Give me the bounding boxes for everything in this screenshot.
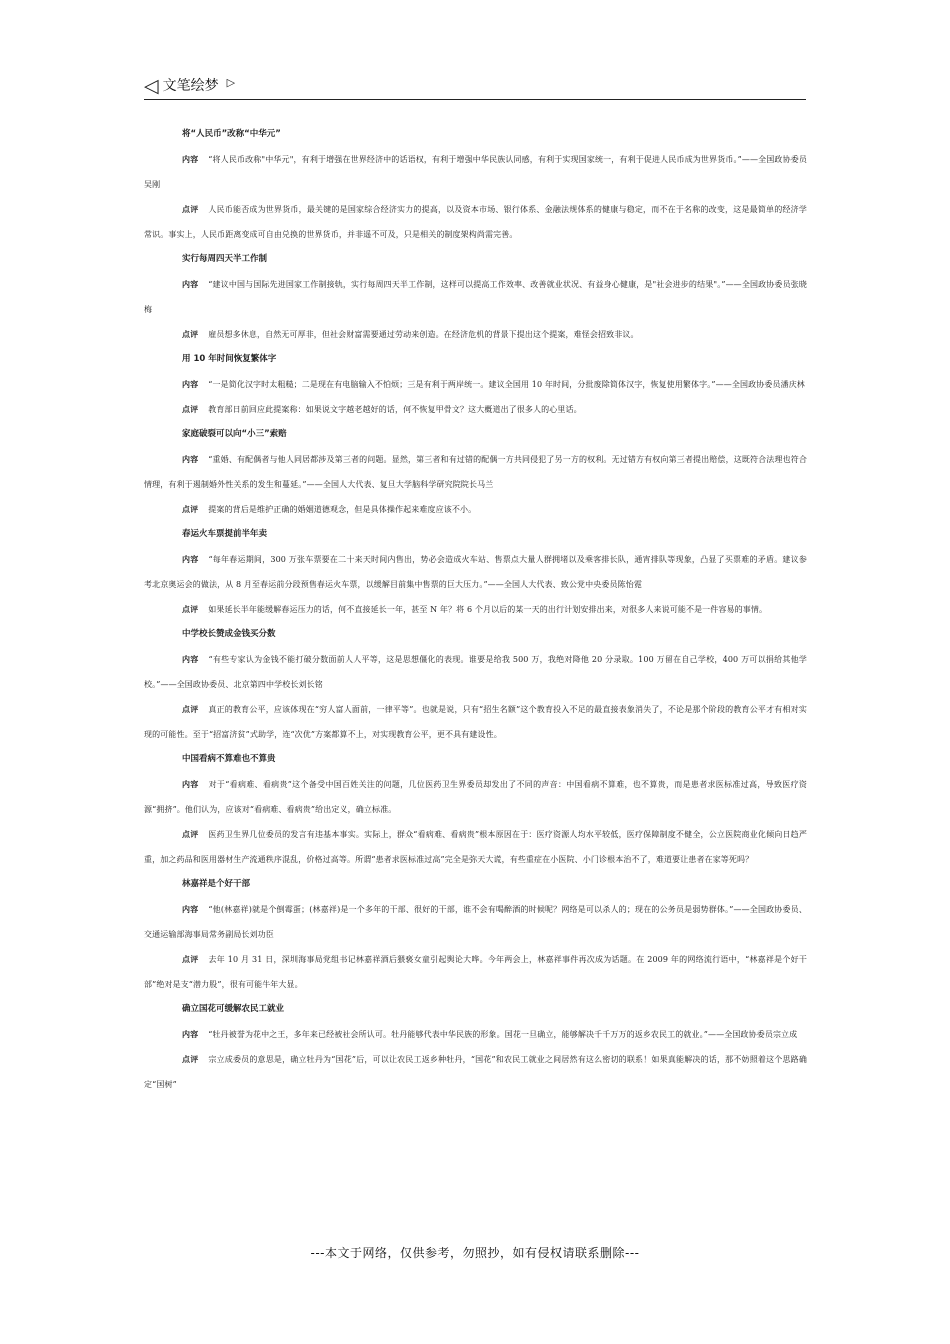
content-label: 内容	[182, 905, 199, 914]
proposal-comment	[144, 322, 807, 347]
proposal-section	[144, 422, 807, 522]
proposal-title: 林嘉祥是个好干部	[182, 879, 251, 889]
comment-label: 点评	[182, 705, 199, 714]
comment-text: 去年 10 月 31 日，深圳海事局党组书记林嘉祥酒后猥亵女童引起舆论大哗。今年两会上，林嘉祥事件再次成为话题。在 2009 年的网络流行语中，“林嘉祥是个好干部”绝对是支“潜力股”，很有可能牛年大显。	[144, 955, 807, 989]
proposal-section	[144, 747, 807, 872]
proposal-section	[144, 872, 807, 997]
proposal-title: 中国看病不算难也不算贵	[182, 754, 276, 764]
proposal-comment	[144, 697, 807, 747]
proposal-comment	[144, 947, 807, 997]
proposal-section	[144, 347, 807, 422]
proposal-content	[144, 1022, 807, 1047]
content-text: “重婚、有配偶者与他人同居都涉及第三者的问题。显然，第三者和有过错的配偶一方共同侵犯了另一方的权利。无过错方有权向第三者提出赔偿，这既符合法理也符合情理，有利于遏制婚外性关系的发生和蔓延。”——全国人大代表、复旦大学脑科学研究院院长马兰	[144, 455, 807, 489]
content-label: 内容	[182, 555, 199, 564]
proposal-section	[144, 997, 807, 1097]
comment-text: 如果延长半年能缓解春运压力的话，何不直接延长一年，甚至 N 年？将 6 个月以后的某一天的出行计划安排出来，对很多人来说可能不是一件容易的事情。	[208, 605, 768, 614]
proposal-title: 用 10 年时间恢复繁体字	[182, 354, 277, 364]
proposal-comment	[144, 822, 807, 872]
comment-text: 教育部日前回应此提案称：如果说文字越老越好的话，何不恢复甲骨文？这大概道出了很多人的心里话。	[208, 405, 582, 414]
proposal-content	[144, 772, 807, 822]
content-label: 内容	[182, 380, 199, 389]
content-text: “牡丹被誉为花中之王，多年来已经被社会所认可。牡丹能够代表中华民族的形象。国花一旦确立，能够解决千千万万的返乡农民工的就业。”——全国政协委员宗立成	[208, 1030, 798, 1039]
proposal-title: 实行每周四天半工作制	[182, 254, 268, 264]
comment-text: 提案的背后是维护正确的婚姻道德观念，但是具体操作起来难度应该不小。	[208, 505, 477, 514]
disclaimer-footer: ---本文于网络，仅供参考，勿照抄，如有侵权请联系删除---	[310, 1246, 640, 1260]
proposal-section	[144, 247, 807, 347]
comment-label: 点评	[182, 830, 199, 839]
proposal-title: 中学校长赞成金钱买分数	[182, 629, 276, 639]
proposal-title: 确立国花可缓解农民工就业	[182, 1004, 285, 1014]
content-text: “建议中国与国际先进国家工作制接轨，实行每周四天半工作制，这样可以提高工作效率、改善就业状况、有益身心健康，是"社会进步的结果"。”——全国政协委员张晓梅	[144, 280, 807, 314]
content-text: “有些专家认为金钱不能打破分数面前人人平等，这是思想僵化的表现。谁要是给我 500 万，我绝对降他 20 分录取。100 万留在自己学校，400 万可以捐给其他学校。”——全国政协委员、北京第四中学校长刘长铭	[144, 655, 807, 689]
comment-label: 点评	[182, 955, 199, 964]
document-body	[144, 122, 807, 1097]
content-label: 内容	[182, 780, 199, 789]
comment-text: 真正的教育公平，应该体现在“穷人富人面前，一律平等”。也就是说，只有“招生名额”这个教育投入不足的最直接表象消失了，不论是那个阶段的教育公平才有相对实现的可能性。至于“招富济贫”式助学，连“次优”方案都算不上，对实现教育公平，更不具有建设性。	[144, 705, 807, 739]
comment-text: 人民币能否成为世界货币，最关键的是国家综合经济实力的提高，以及资本市场、银行体系、金融法规体系的健康与稳定，而不在于名称的改变，这是最简单的经济学常识。事实上，人民币距离变成可自由兑换的世界货币，并非遥不可及，只是相关的制度架构尚需完善。	[144, 205, 807, 239]
header-title: 文笔绘梦	[162, 78, 219, 94]
proposal-content	[144, 647, 807, 697]
content-text: 对于“看病难、看病贵”这个备受中国百姓关注的问题，几位医药卫生界委员却发出了不同的声音：中国看病不算难，也不算贵，而是患者求医标准过高，导致医疗资源“拥挤”。他们认为，应该对“看病难、看病贵”给出定义，确立标准。	[144, 780, 807, 814]
content-text: “他(林嘉祥)就是个倒霉蛋；(林嘉祥)是一个多年的干部、很好的干部，谁不会有喝醉酒的时候呢？网络是可以杀人的；现在的公务员是弱势群体。”——全国政协委员、交通运输部海事局常务副局长刘功臣	[144, 905, 807, 939]
proposal-comment	[144, 1047, 807, 1097]
comment-label: 点评	[182, 505, 199, 514]
content-text: “每年春运期间，300 万张车票要在二十来天时间内售出，势必会造成火车站、售票点大量人群拥堵以及乘客排长队，通宵排队等现象，凸显了买票难的矛盾。建议参考北京奥运会的做法，从 8 月至春运前分段预售春运火车票，以缓解目前集中售票的巨大压力。”——全国人大代表、致公党中央委员陈怡霓	[144, 555, 807, 589]
comment-label: 点评	[182, 405, 199, 414]
content-label: 内容	[182, 280, 199, 289]
comment-label: 点评	[182, 205, 199, 214]
proposal-content	[144, 897, 807, 947]
proposal-comment	[144, 397, 807, 422]
proposal-section	[144, 622, 807, 747]
proposal-title: 春运火车票提前半年卖	[182, 529, 268, 539]
proposal-section	[144, 122, 807, 247]
content-label: 内容	[182, 655, 199, 664]
proposal-comment	[144, 597, 807, 622]
comment-label: 点评	[182, 605, 199, 614]
left-triangle-icon: ◁	[144, 75, 159, 97]
comment-text: 雇员想多休息，自然无可厚非，但社会财富需要通过劳动来创造。在经济危机的背景下提出这个提案，难怪会招致非议。	[208, 330, 639, 339]
right-triangle-icon: ▷	[226, 76, 236, 89]
content-label: 内容	[182, 1030, 199, 1039]
proposal-content	[144, 547, 807, 597]
proposal-content	[144, 147, 807, 197]
proposal-comment	[144, 497, 807, 522]
proposal-content	[144, 447, 807, 497]
proposal-title: 将“人民币”改称“中华元”	[182, 129, 281, 139]
comment-label: 点评	[182, 330, 199, 339]
proposal-content	[144, 272, 807, 322]
content-label: 内容	[182, 455, 199, 464]
comment-text: 宗立成委员的意思是，确立牡丹为“国花”后，可以让农民工返乡种牡丹，“国花”和农民工就业之间居然有这么密切的联系！如果真能解决的话，那不妨照着这个思路确定“国树”	[144, 1055, 807, 1089]
proposal-content	[144, 372, 807, 397]
content-text: “将人民币改称"中华元"，有利于增强在世界经济中的话语权，有利于增强中华民族认同感，有利于实现国家统一，有利于促进人民币成为世界货币。”——全国政协委员吴刚	[144, 155, 807, 189]
proposal-title: 家庭破裂可以向“小三”索赔	[182, 429, 287, 439]
proposal-comment	[144, 197, 807, 247]
comment-text: 医药卫生界几位委员的发言有违基本事实。实际上，群众“看病难、看病贵”根本原因在于：医疗资源人均水平较低，医疗保障制度不健全，公立医院商业化倾向日趋严重，加之药品和医用器材生产流通秩序混乱，价格过高等。所谓“患者求医标准过高”完全是弥天大谎，有些重症在小医院、小门诊根本治不了，难道要让患者在家等死吗？	[144, 830, 807, 864]
content-label: 内容	[182, 155, 199, 164]
proposal-section	[144, 522, 807, 622]
content-text: “一是简化汉字时太粗糙；二是现在有电脑输入不怕烦；三是有利于两岸统一。建议全国用 10 年时间，分批废除简体汉字，恢复使用繁体字。”——全国政协委员潘庆林	[208, 380, 805, 389]
comment-label: 点评	[182, 1055, 199, 1064]
page-header	[144, 73, 806, 100]
